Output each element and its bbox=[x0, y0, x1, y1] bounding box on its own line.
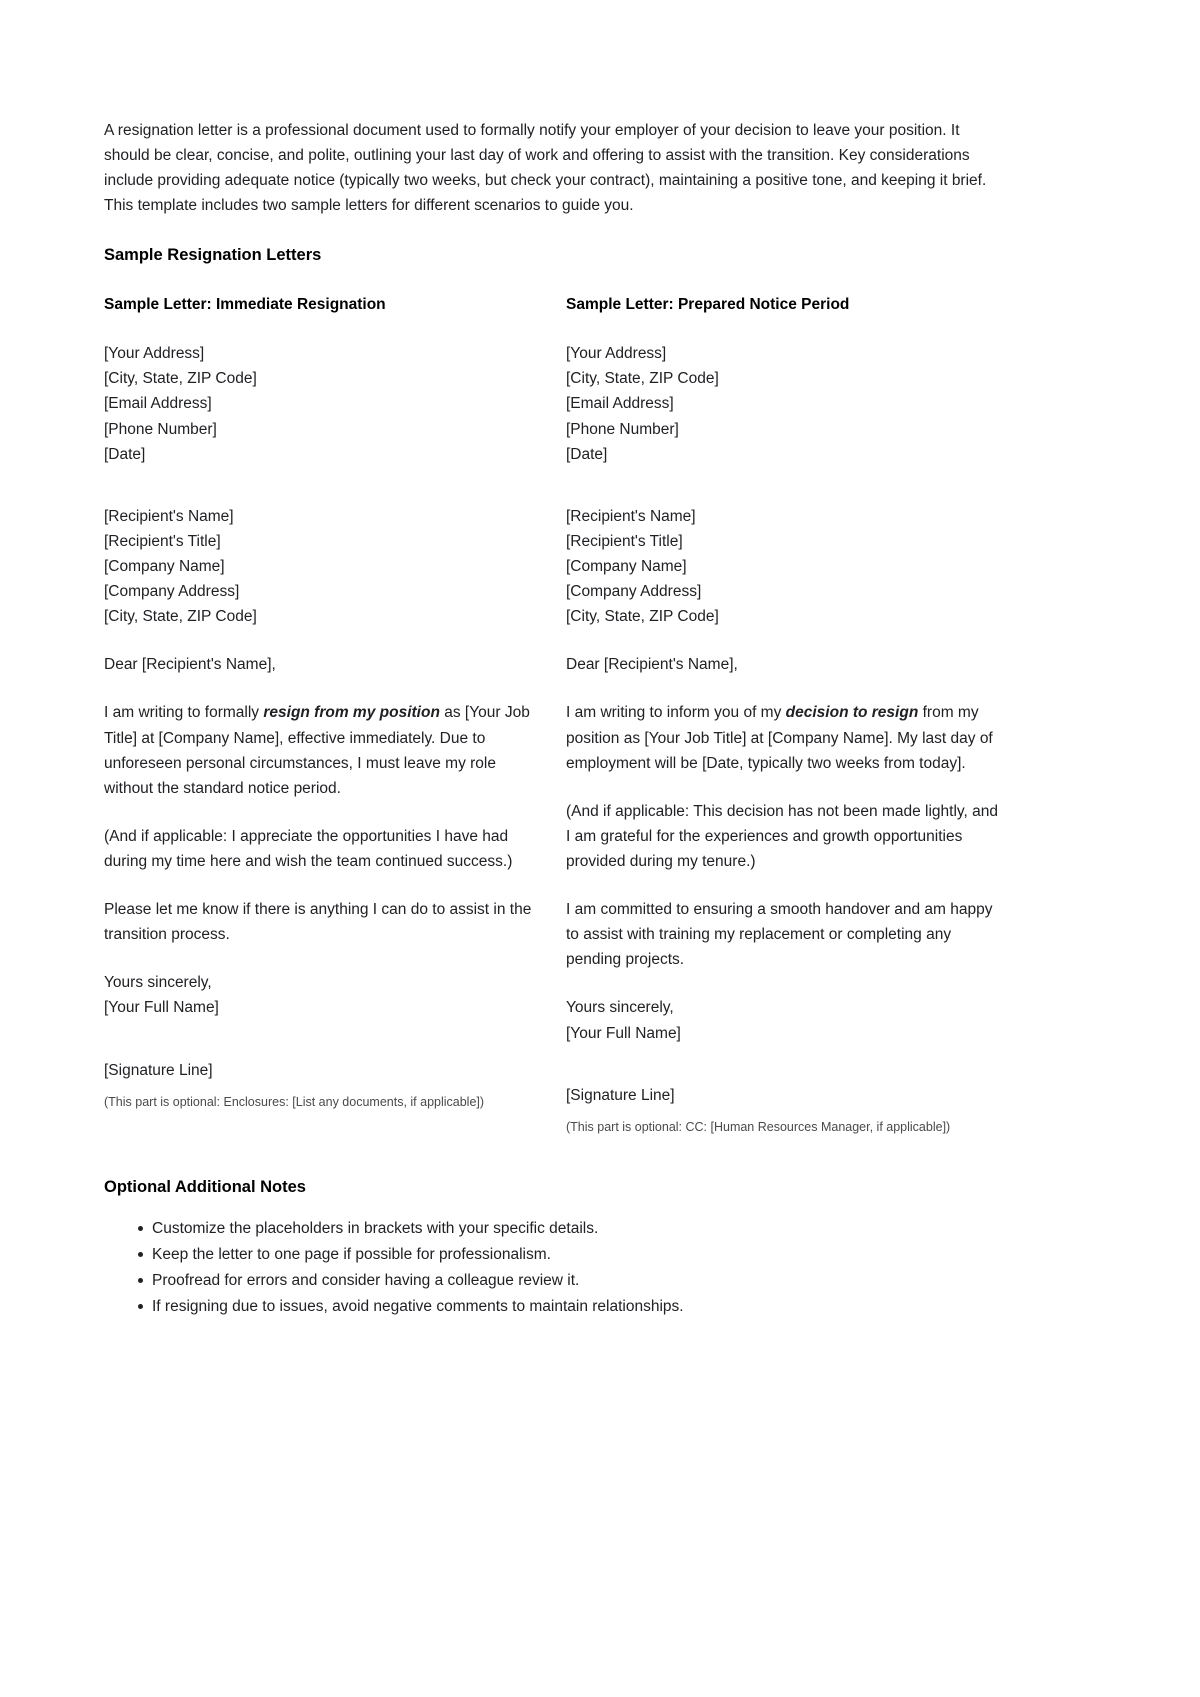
letter-column-notice bbox=[566, 294, 1006, 1137]
address-line: [Email Address] bbox=[104, 395, 212, 413]
letter-paragraph-opening bbox=[566, 700, 1006, 775]
address-line: [Company Address] bbox=[104, 583, 240, 601]
list-item: Customize the placeholders in brackets with your specific details. bbox=[138, 1216, 1096, 1241]
letter-paragraph-optional: (And if applicable: I appreciate the opportunities I have had during my time here and wish the team continued success.) bbox=[104, 827, 513, 870]
paragraph-text-after: as [Your Job Title] at [Company Name], effective immediately. Due to unforeseen personal circumstances, I must leave my role without the standard notice period. bbox=[104, 704, 530, 797]
emphasis-phrase: decision to resign bbox=[785, 704, 919, 722]
letter-heading-immediate: Sample Letter: Immediate Resignation bbox=[104, 295, 386, 313]
closing-block bbox=[104, 970, 544, 1020]
letter-paragraph-optional: (And if applicable: This decision has not been made lightly, and I am grateful for the experiences and growth opportunities provided during my tenure.) bbox=[566, 802, 998, 870]
emphasis-phrase: resign from my position bbox=[263, 704, 440, 722]
list-item: Keep the letter to one page if possible for professionalism. bbox=[138, 1242, 1096, 1267]
address-line: [Recipient's Title] bbox=[104, 532, 221, 550]
letter-paragraph-transition: Please let me know if there is anything I can do to assist in the transition process. bbox=[104, 901, 532, 944]
signature-line: [Signature Line] bbox=[104, 1061, 213, 1079]
optional-enclosure-note: (This part is optional: Enclosures: [List any documents, if applicable]) bbox=[104, 1094, 485, 1109]
sender-address-block bbox=[566, 341, 1006, 467]
closing-salutation: Yours sincerely, bbox=[104, 974, 212, 992]
address-line: [Recipient's Title] bbox=[566, 532, 683, 550]
signature-line: [Signature Line] bbox=[566, 1086, 675, 1104]
address-line: [Recipient's Name] bbox=[566, 507, 696, 525]
address-line: [Email Address] bbox=[566, 395, 674, 413]
block-spacer bbox=[104, 1044, 544, 1058]
letter-heading-notice: Sample Letter: Prepared Notice Period bbox=[566, 295, 850, 313]
list-item: Proofread for errors and consider having a colleague review it. bbox=[138, 1268, 1096, 1293]
paragraph-text-before: I am writing to formally bbox=[104, 704, 264, 722]
closing-name: [Your Full Name] bbox=[104, 999, 219, 1017]
sender-address-block bbox=[104, 341, 544, 467]
address-line: [Phone Number] bbox=[566, 420, 679, 438]
address-line: [Company Name] bbox=[104, 557, 225, 575]
address-line: [Date] bbox=[104, 445, 146, 463]
paragraph-text-after: from my position as [Your Job Title] at [Company Name]. My last day of employment will be [Date, typically two weeks from today]. bbox=[566, 704, 993, 772]
letter-paragraph-handover: I am committed to ensuring a smooth handover and am happy to assist with training my replacement or completing any pending projects. bbox=[566, 901, 993, 969]
address-line: [Your Address] bbox=[104, 345, 205, 363]
closing-block bbox=[566, 995, 1006, 1045]
notes-list bbox=[104, 1216, 1096, 1319]
recipient-address-block bbox=[104, 504, 544, 630]
letter-paragraph-opening bbox=[104, 700, 544, 800]
address-line: [City, State, ZIP Code] bbox=[566, 370, 719, 388]
letters-columns bbox=[104, 294, 1004, 1137]
block-spacer bbox=[566, 490, 1006, 504]
address-line: [City, State, ZIP Code] bbox=[566, 608, 719, 626]
paragraph-text-before: I am writing to inform you of my bbox=[566, 704, 786, 722]
address-line: [Company Address] bbox=[566, 583, 702, 601]
optional-cc-note: (This part is optional: CC: [Human Resources Manager, if applicable]) bbox=[566, 1119, 951, 1134]
block-spacer bbox=[566, 1069, 1006, 1083]
address-line: [Recipient's Name] bbox=[104, 507, 234, 525]
salutation: Dear [Recipient's Name], bbox=[566, 656, 738, 674]
list-item: If resigning due to issues, avoid negative comments to maintain relationships. bbox=[138, 1294, 1096, 1319]
closing-salutation: Yours sincerely, bbox=[566, 999, 674, 1017]
page-title: Sample Resignation Letters bbox=[104, 246, 322, 265]
letter-column-immediate bbox=[104, 294, 544, 1112]
address-line: [Company Name] bbox=[566, 557, 687, 575]
address-line: [Phone Number] bbox=[104, 420, 217, 438]
block-spacer bbox=[104, 490, 544, 504]
salutation: Dear [Recipient's Name], bbox=[104, 656, 276, 674]
recipient-address-block bbox=[566, 504, 1006, 630]
closing-name: [Your Full Name] bbox=[566, 1024, 681, 1042]
notes-heading: Optional Additional Notes bbox=[104, 1178, 306, 1197]
address-line: [City, State, ZIP Code] bbox=[104, 608, 257, 626]
address-line: [City, State, ZIP Code] bbox=[104, 370, 257, 388]
intro-paragraph: A resignation letter is a professional document used to formally notify your employer of your decision to leave your position. It should be clear, concise, and polite, outlining your last day of work and offering to assist with the transition. Key considerations include providing adequate notice (typically two weeks, but check your contract), maintaining a positive tone, and keeping it brief. This template includes two sample letters for different scenarios to guide you. bbox=[104, 122, 987, 215]
address-line: [Date] bbox=[566, 445, 608, 463]
address-line: [Your Address] bbox=[566, 345, 667, 363]
